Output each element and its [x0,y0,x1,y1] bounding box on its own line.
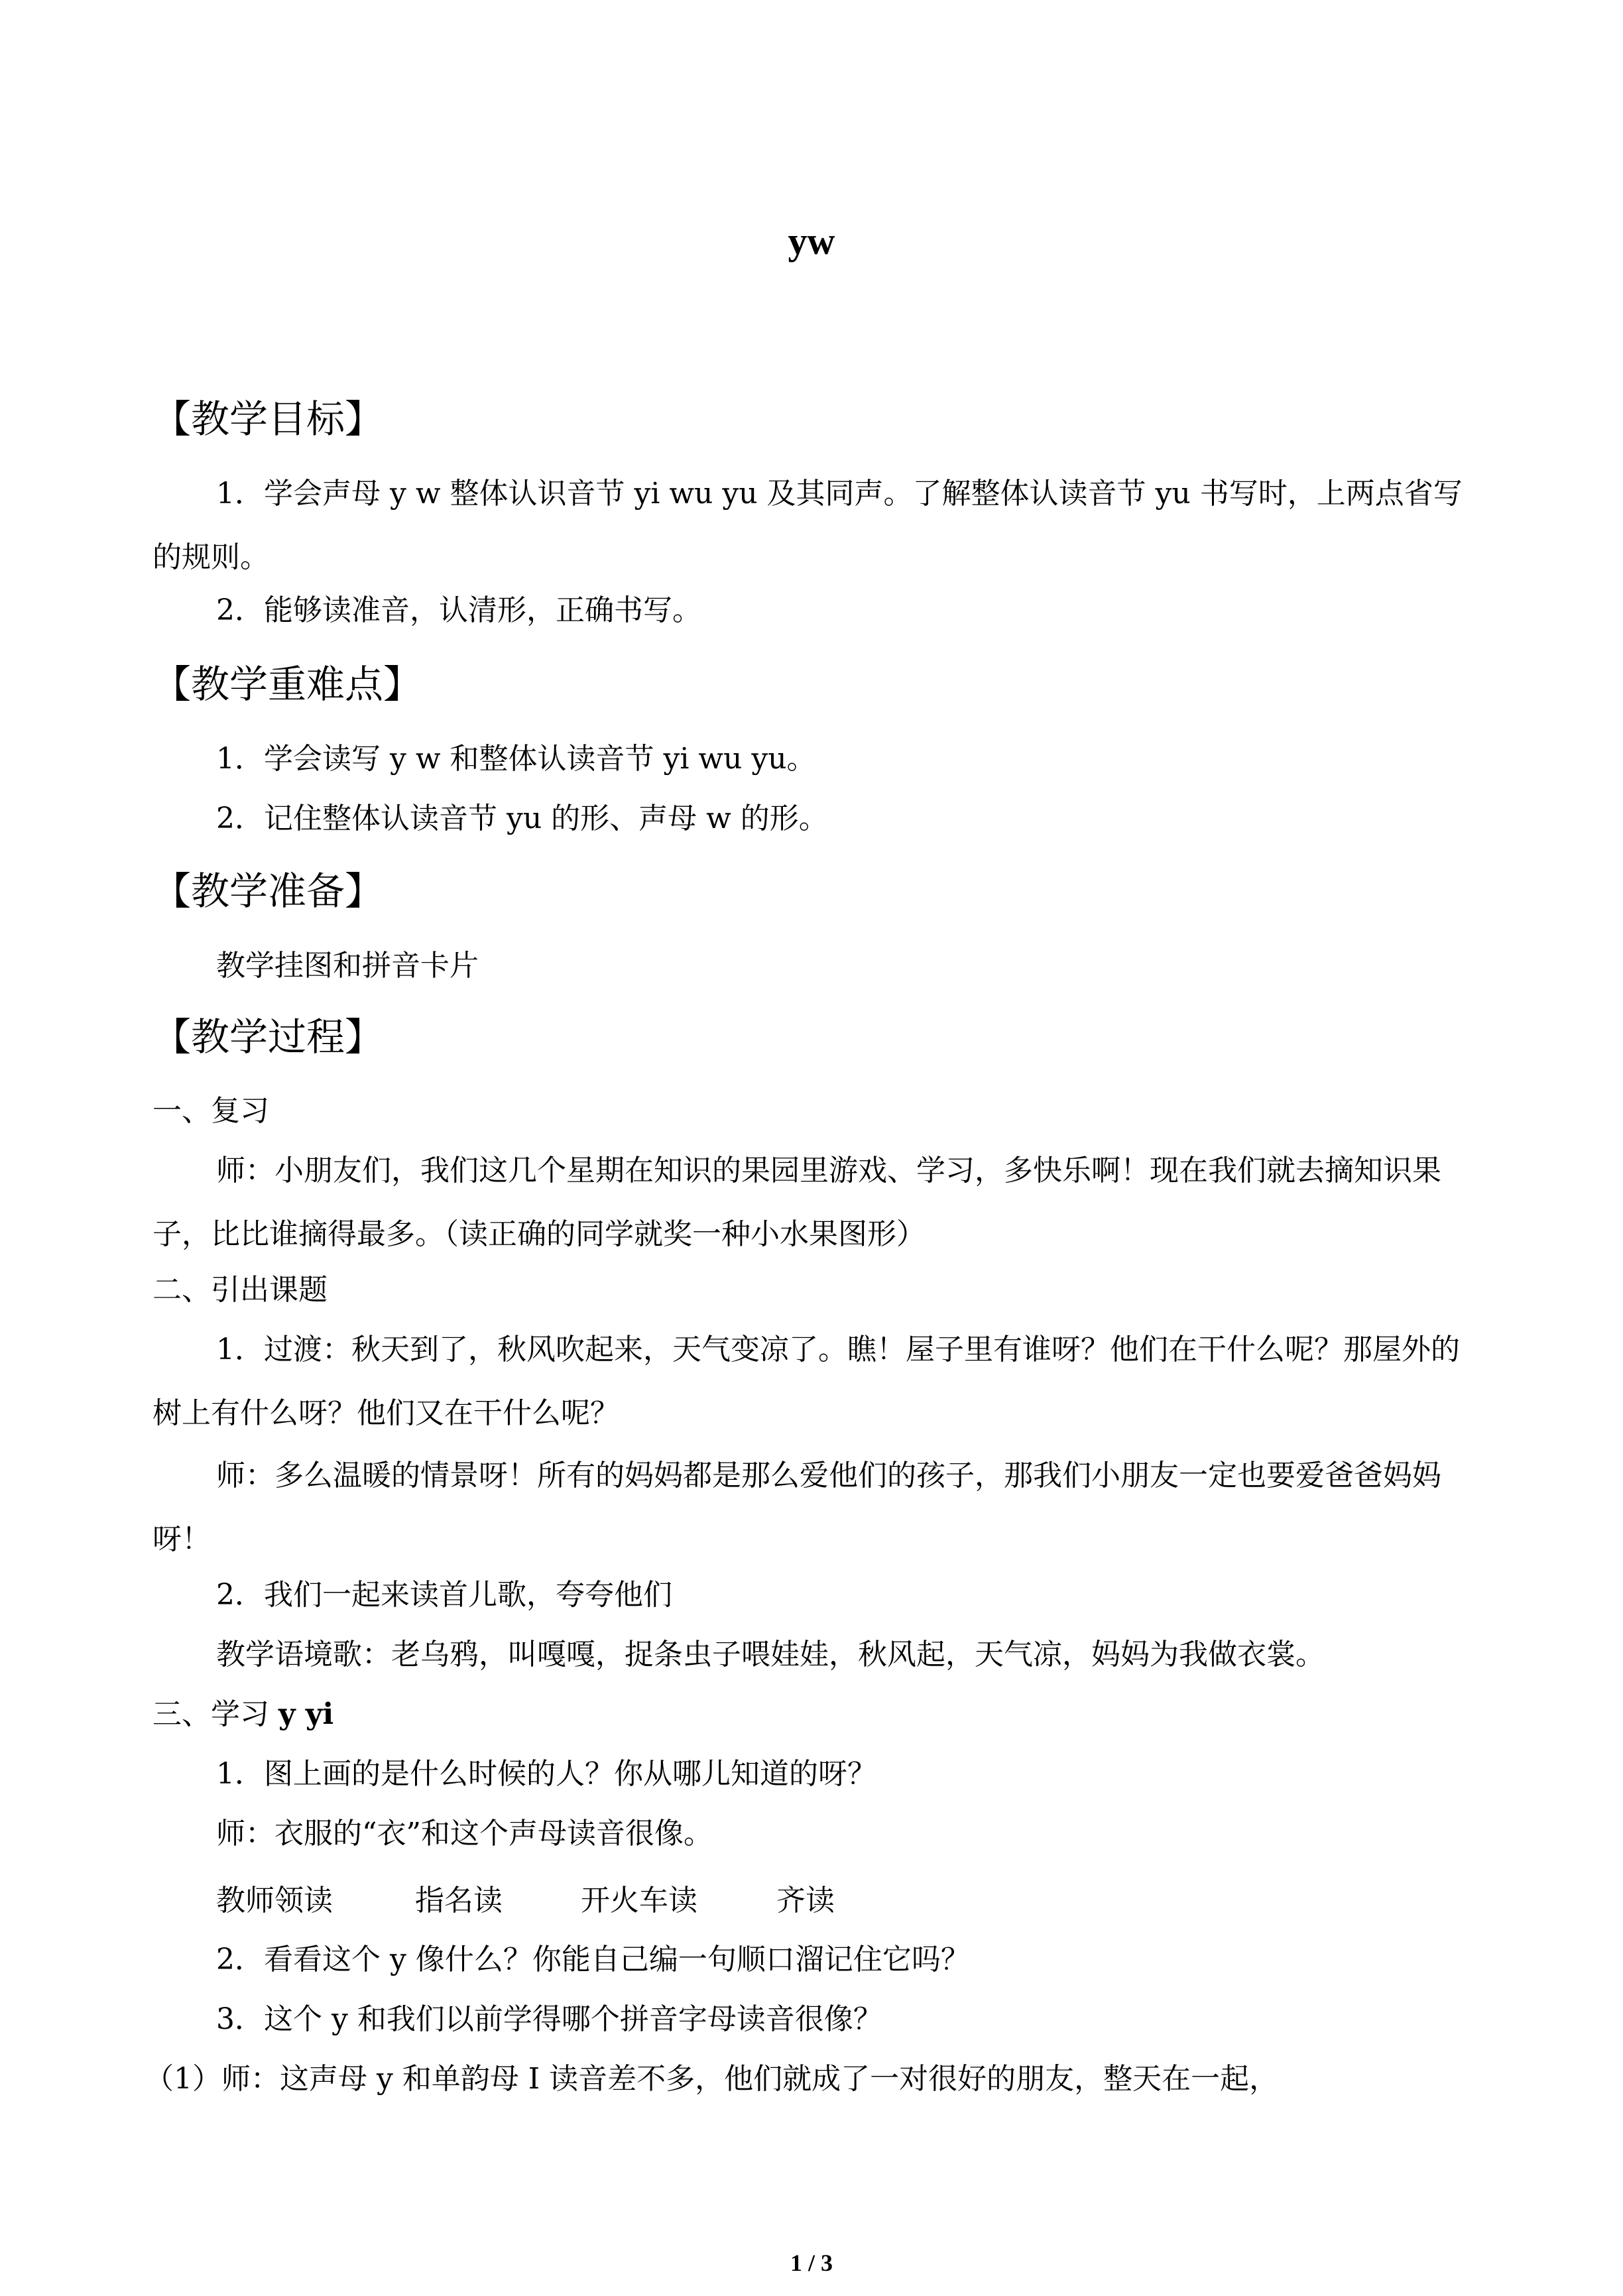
heading-bold-syllables: y yi [278,1697,334,1731]
key-item-2: 2．记住整体认读音节 yu 的形、声母 w 的形。 [216,802,828,835]
process-paragraph-read-rhyme: 2．我们一起来读首儿歌，夸夸他们 [216,1578,672,1612]
section-heading-preparation: 【教学准备】 [152,869,384,914]
process-paragraph-review: 师：小朋友们，我们这几个星期在知识的果园里游戏、学习，多快乐啊！现在我们就去摘知识果子，比比谁摘得最多。（读正确的同学就奖一种小水果图形） [152,1154,1441,1251]
page-number: 1 / 3 [790,2250,833,2276]
read-modes-row [216,1876,843,1919]
goal-item-2: 2．能够读准音，认清形，正确书写。 [216,593,701,627]
process-heading-intro: 二、引出课题 [152,1273,328,1307]
process-paragraph-context-song: 教学语境歌：老乌鸦，叫嘎嘎，捉条虫子喂娃娃，秋风起，天气凉，妈妈为我做衣裳。 [216,1638,1325,1671]
process-paragraph-teacher-warm: 师：多么温暖的情景呀！所有的妈妈都是那么爱他们的孩子，那我们小朋友一定也要爱爸爸妈妈呀！ [152,1459,1441,1556]
prep-item-1: 教学挂图和拼音卡片 [216,949,479,983]
read-mode-item: 开火车读 [581,1884,697,1917]
heading-prefix: 三、学习 [152,1697,278,1731]
process-heading-learn-y [152,1683,1472,1746]
section-heading-goals: 【教学目标】 [152,396,384,442]
read-mode-item: 齐读 [776,1884,835,1917]
key-item-1: 1．学会读写 y w 和整体认读音节 yi wu yu。 [216,742,816,776]
process-paragraph-yi-sound: 师：衣服的“衣”和这个声母读音很像。 [216,1817,713,1850]
process-paragraph-picture-question: 1．图上画的是什么时候的人？你从哪儿知道的呀？ [216,1757,876,1791]
section-heading-key-points: 【教学重难点】 [152,662,422,707]
document-title: yw [788,219,835,263]
process-paragraph-friends: （1）师：这声母 y 和单韵母 I 读音差不多，他们就成了一对很好的朋友，整天在一起， [145,2062,1279,2096]
goal-item-1: 1．学会声母 y w 整体认识音节 yi wu yu 及其同声。了解整体认读音节 yu 书写时，上两点省写的规则。 [152,477,1463,574]
process-paragraph-y-sound-compare: 3．这个 y 和我们以前学得哪个拼音字母读音很像？ [216,2002,882,2036]
process-paragraph-y-shape: 2．看看这个 y 像什么？你能自己编一句顺口溜记住它吗？ [216,1943,970,1976]
read-mode-item: 指名读 [415,1884,503,1917]
process-heading-review: 一、复习 [152,1094,269,1128]
process-paragraph-transition: 1．过渡：秋天到了，秋风吹起来，天气变凉了。瞧！屋子里有谁呀？他们在干什么呢？那屋外的树上有什么呀？他们又在干什么呢？ [152,1333,1460,1430]
read-mode-item: 教师领读 [216,1884,333,1917]
section-heading-process: 【教学过程】 [152,1014,384,1059]
